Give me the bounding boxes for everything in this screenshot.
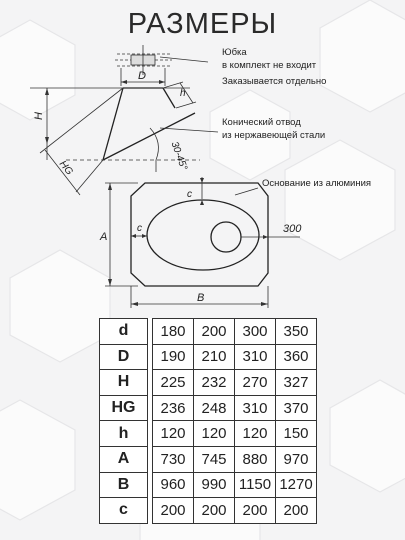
table-cell: 360 <box>276 344 317 370</box>
table-cell: 310 <box>235 395 276 421</box>
dimension-c-top: c <box>187 189 192 200</box>
row-label: A <box>100 446 148 472</box>
table-cell: 180 <box>153 319 194 345</box>
table-cell: 236 <box>153 395 194 421</box>
row-label: H <box>100 370 148 396</box>
table-cell: 730 <box>153 446 194 472</box>
base-leader-line <box>235 188 258 195</box>
table-cell: 200 <box>276 498 317 524</box>
svg-text:A: A <box>100 231 108 243</box>
table-row <box>100 472 317 498</box>
svg-text:D: D <box>138 70 146 82</box>
table-cell: 990 <box>194 472 235 498</box>
aluminium-base <box>131 177 300 286</box>
table-row <box>100 446 317 472</box>
dimension-300: 300 <box>283 223 302 235</box>
base-note: Основание из алюминия <box>262 178 372 189</box>
svg-text:h: h <box>180 88 186 99</box>
cone-note-line1: Конический отвод <box>222 117 301 128</box>
table-cell: 880 <box>235 446 276 472</box>
table-row <box>100 344 317 370</box>
row-label: HG <box>100 395 148 421</box>
row-label: B <box>100 472 148 498</box>
dimension-a <box>99 183 138 286</box>
skirt-note-line1: Юбка <box>222 47 247 58</box>
dimension-h-total <box>33 88 49 160</box>
dimension-c-left: c <box>137 223 142 234</box>
table-cell: 248 <box>194 395 235 421</box>
table-cell: 225 <box>153 370 194 396</box>
svg-text:B: B <box>197 292 205 304</box>
angle-marker <box>150 128 189 172</box>
row-label: d <box>100 319 148 345</box>
table-cell: 350 <box>276 319 317 345</box>
row-label: c <box>100 498 148 524</box>
table-cell: 970 <box>276 446 317 472</box>
table-cell: 1270 <box>276 472 317 498</box>
dimension-hg <box>40 88 123 195</box>
table-row <box>100 498 317 524</box>
page-title: РАЗМЕРЫ <box>127 8 278 40</box>
table-cell: 210 <box>194 344 235 370</box>
table-cell: 200 <box>235 498 276 524</box>
table-row <box>100 421 317 447</box>
table-row <box>100 370 317 396</box>
cone-leader-line <box>160 128 218 132</box>
table-cell: 327 <box>276 370 317 396</box>
table-row <box>100 395 317 421</box>
table-cell: 150 <box>276 421 317 447</box>
dimension-b <box>131 286 268 308</box>
size-table <box>99 318 317 524</box>
table-cell: 190 <box>153 344 194 370</box>
table-cell: 960 <box>153 472 194 498</box>
table-cell: 310 <box>235 344 276 370</box>
row-label: h <box>100 421 148 447</box>
table-cell: 120 <box>153 421 194 447</box>
table-cell: 370 <box>276 395 317 421</box>
order-separately-note: Заказывается отдельно <box>222 76 327 87</box>
row-label: D <box>100 344 148 370</box>
table-cell: 745 <box>194 446 235 472</box>
cone-note-line2: из нержавеющей стали <box>222 130 326 141</box>
skirt-note-line2: в комплект не входит <box>222 60 317 71</box>
skirt-leader-line <box>160 57 208 62</box>
table-cell: 270 <box>235 370 276 396</box>
table-cell: 300 <box>235 319 276 345</box>
svg-text:H: H <box>33 112 45 120</box>
svg-text:HG: HG <box>56 158 75 178</box>
svg-text:30-45°: 30-45° <box>168 140 189 172</box>
table-cell: 232 <box>194 370 235 396</box>
dimension-d <box>121 68 165 86</box>
table-cell: 200 <box>153 498 194 524</box>
table-row <box>100 319 317 345</box>
table-cell: 120 <box>235 421 276 447</box>
table-cell: 200 <box>194 319 235 345</box>
table-cell: 120 <box>194 421 235 447</box>
table-cell: 1150 <box>235 472 276 498</box>
table-cell: 200 <box>194 498 235 524</box>
